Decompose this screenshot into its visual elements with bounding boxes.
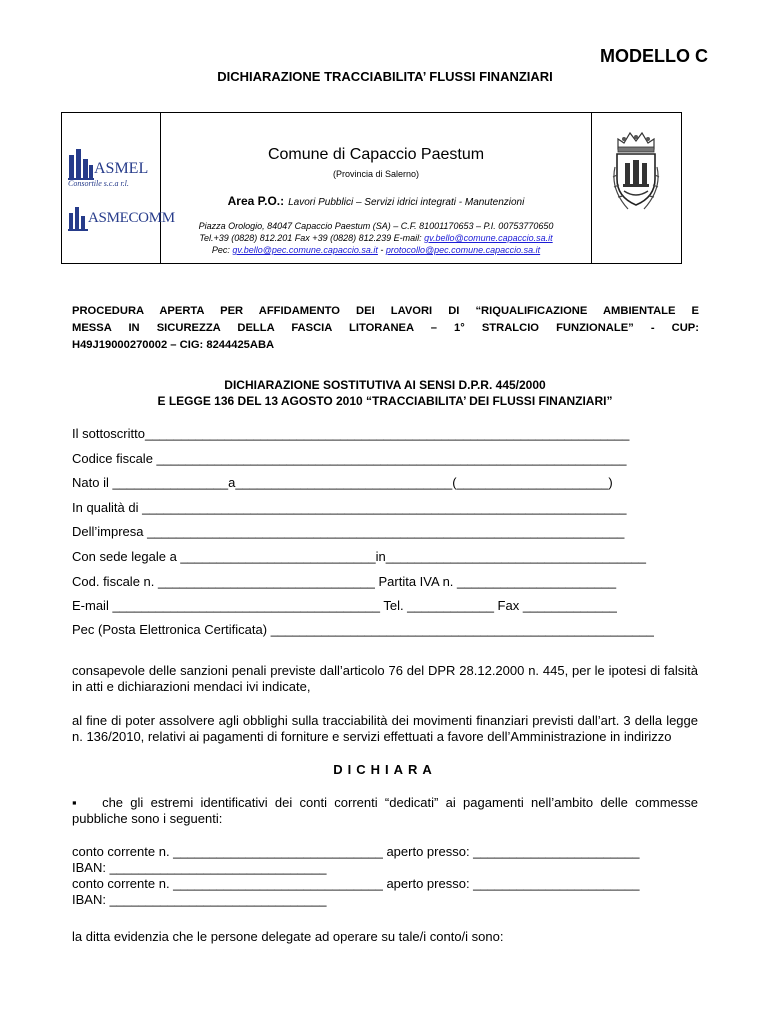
paragraph-evidenzia: la ditta evidenzia che le persone delegate ad operare su tale/i conto/i sono: xyxy=(72,929,504,944)
logos-panel xyxy=(62,113,175,263)
field-codice-fiscale[interactable]: Codice fiscale _________________________________________________________________ xyxy=(72,451,627,466)
email-link[interactable]: gv.bello@comune.capaccio.sa.it xyxy=(424,233,553,243)
ente-info xyxy=(161,113,591,263)
asmecomm-logo-icon xyxy=(68,205,88,231)
estremi-text: che gli estremi identificativi dei conti correnti “dedicati” ai pagamenti nell’ambito delle commesse pubbliche sono i seguenti: xyxy=(72,795,698,826)
field-pec[interactable]: Pec (Posta Elettronica Certificata) _____________________________________________________ xyxy=(72,622,654,637)
paragraph-estremi xyxy=(72,795,698,827)
asmecomm-logo-text: ASMECOMM xyxy=(88,210,175,226)
procedure-line: MESSA IN SICUREZZA DELLA FASCIA LITORANEA – 1° STRALCIO FUNZIONALE” - CUP: xyxy=(72,322,699,334)
crest-panel xyxy=(591,113,681,263)
header-box xyxy=(61,112,682,264)
field-cod-fiscale-piva[interactable]: Cod. fiscale n. ______________________________ Partita IVA n. ______________________ xyxy=(72,574,617,589)
asmel-logo-text: ASMEL xyxy=(94,160,149,177)
province: (Provincia di Salerno) xyxy=(332,169,420,179)
dichiara-heading: DICHIARA xyxy=(333,762,437,777)
field-iban-1[interactable]: IBAN: ______________________________ xyxy=(72,860,327,875)
procedure-line: H49J19000270002 – CIG: 8244425ABA xyxy=(72,339,275,351)
field-sede-legale[interactable]: Con sede legale a ___________________________in____________________________________ xyxy=(72,549,647,564)
paragraph-consapevole: consapevole delle sanzioni penali previste dall’articolo 76 del DPR 28.12.2000 n. 445, per le ipotesi di falsità in atti e dichiarazioni mendaci ivi indicate, xyxy=(72,663,698,694)
asmel-logo-subtitle: Consortile s.c.a r.l. xyxy=(68,179,129,188)
pec-line xyxy=(161,245,591,255)
comune-name: Comune di Capaccio Paestum xyxy=(267,146,485,163)
field-sottoscritto[interactable]: Il sottoscritto___________________________________________________________________ xyxy=(72,426,630,441)
contact-line xyxy=(161,233,591,243)
pec-link-1[interactable]: gv.bello@pec.comune.capaccio.sa.it xyxy=(232,245,378,255)
area-line xyxy=(161,194,591,208)
pec-prefix: Pec: xyxy=(211,245,233,255)
municipal-crest-icon xyxy=(610,127,662,213)
area-description: Lavori Pubblici – Servizi idrici integrati - Manutenzioni xyxy=(288,197,525,208)
declaration-line: DICHIARAZIONE SOSTITUTIVA AI SENSI D.P.R. 445/2000 xyxy=(224,378,546,392)
field-qualita[interactable]: In qualità di ___________________________________________________________________ xyxy=(72,500,627,515)
bullet-icon: ▪ xyxy=(72,795,81,810)
area-label: Area P.O.: xyxy=(227,194,285,208)
field-conto-2[interactable]: conto corrente n. _____________________________ aperto presso: _______________________ xyxy=(72,876,640,891)
procedure-line: PROCEDURA APERTA PER AFFIDAMENTO DEI LAVORI DI “RIQUALIFICAZIONE AMBIENTALE E xyxy=(72,305,699,317)
asmel-logo-icon xyxy=(68,145,94,181)
field-nato[interactable]: Nato il ________________a______________________________(_____________________) xyxy=(72,475,613,490)
pec-separator: - xyxy=(377,245,386,255)
procedure-heading xyxy=(72,303,699,354)
paragraph-fine: al fine di poter assolvere agli obblighi sulla tracciabilità dei movimenti finanziari previsti dall’art. 3 della legge n. 136/2010, relativi ai pagamenti di forniture e servizi effettuati a favore dell’Amministrazione in indirizzo xyxy=(72,713,698,744)
declaration-title xyxy=(0,377,770,409)
field-email-tel-fax[interactable]: E-mail _____________________________________ Tel. ____________ Fax _____________ xyxy=(72,598,617,613)
document-title: DICHIARAZIONE TRACCIABILITA’ FLUSSI FINANZIARI xyxy=(217,69,553,84)
model-label: MODELLO C xyxy=(600,46,708,66)
field-conto-1[interactable]: conto corrente n. _____________________________ aperto presso: _______________________ xyxy=(72,844,640,859)
field-iban-2[interactable]: IBAN: ______________________________ xyxy=(72,892,327,907)
address-line: Piazza Orologio, 84047 Capaccio Paestum (SA) – C.F. 81001170653 – P.I. 00753770650 xyxy=(198,221,554,231)
declaration-line: E LEGGE 136 DEL 13 AGOSTO 2010 “TRACCIABILITA’ DEI FLUSSI FINANZIARI” xyxy=(157,394,613,408)
field-impresa[interactable]: Dell’impresa __________________________________________________________________ xyxy=(72,524,625,539)
contact-prefix: Tel.+39 (0828) 812.201 Fax +39 (0828) 812.239 E-mail: xyxy=(199,233,425,243)
pec-link-2[interactable]: protocollo@pec.comune.capaccio.sa.it xyxy=(385,245,541,255)
